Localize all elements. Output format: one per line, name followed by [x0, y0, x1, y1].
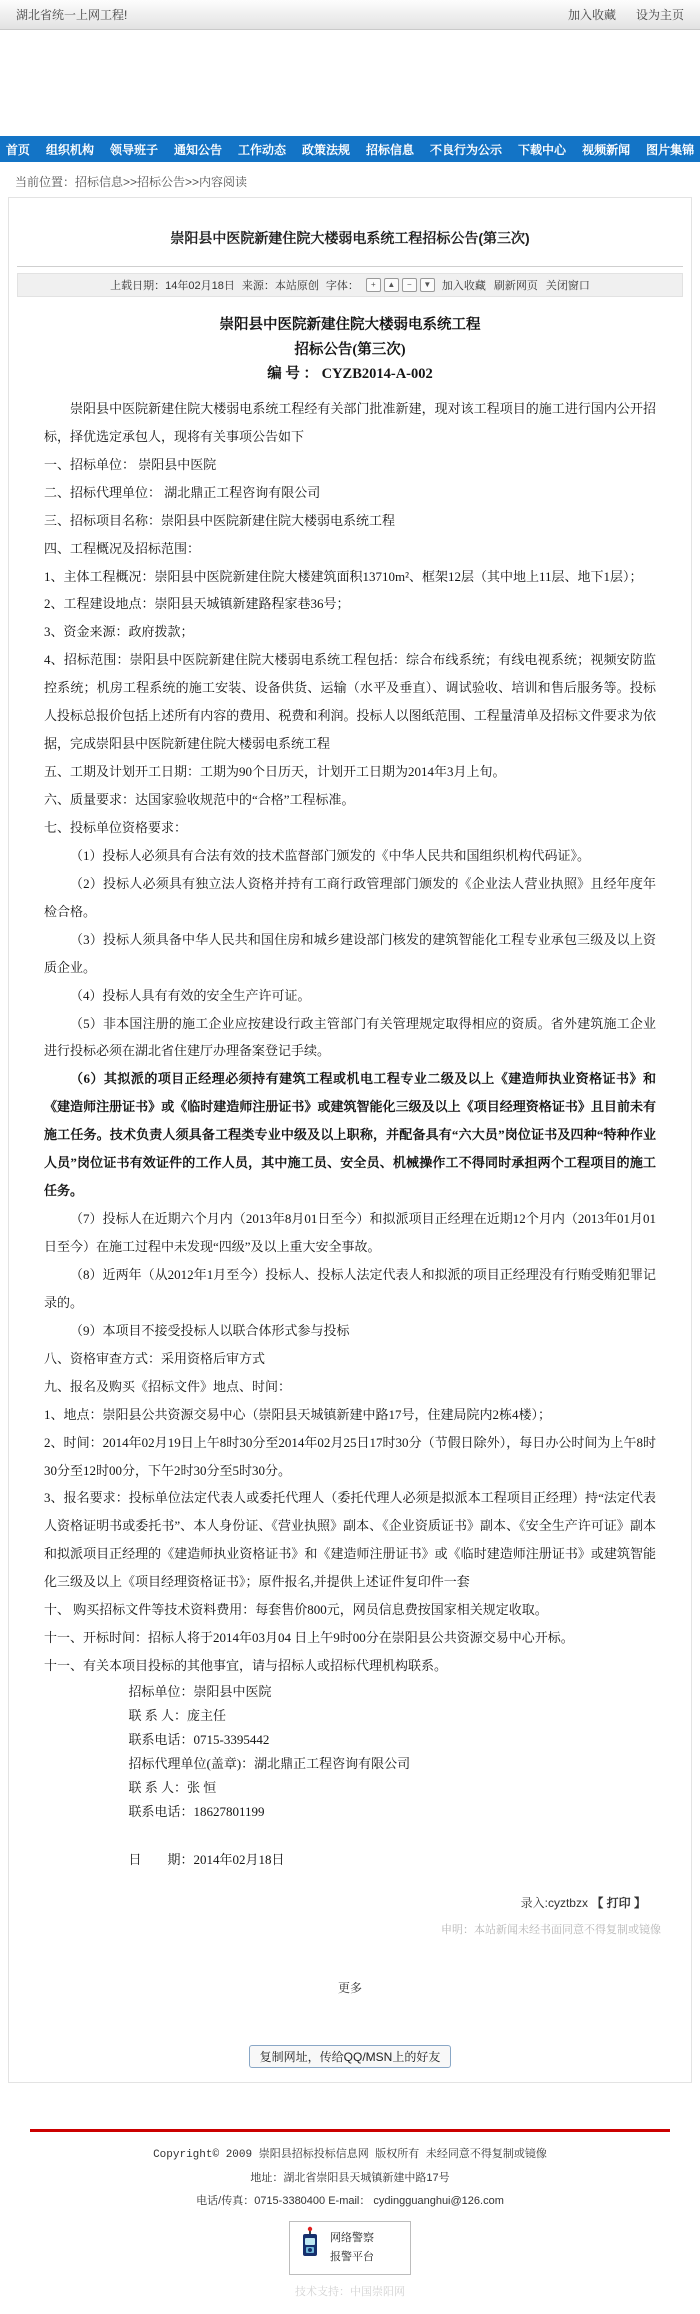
- footer-copyright: Copyright© 2009 崇阳县招标投标信息网 版权所有 未经同意不得复制或镜像: [153, 2148, 547, 2161]
- article-paragraph: 十、 购买招标文件等技术资料费用：每套售价800元，网员信息费按国家相关规定收取。: [44, 1602, 548, 1618]
- nav-item[interactable]: 领导班子: [109, 142, 158, 157]
- article-paragraph: 联系电话：0715-3395442: [128, 1732, 270, 1748]
- font-size-label: 字体：: [325, 280, 359, 292]
- article-paragraph: 三、招标项目名称：崇阳县中医院新建住院大楼弱电系统工程: [44, 512, 396, 528]
- article-paragraph: （5）非本国注册的施工企业应按建设行政主管部门有关管理规定取得相应的资质。省外建筑施工企业进行投标必须在湖北省住建厅办理备案登记手续。: [44, 1015, 656, 1059]
- copy-url-button[interactable]: 复制网址，传给QQ/MSN上的好友: [249, 2045, 452, 2068]
- top-utility-bar: [0, 0, 700, 30]
- copy-url-row: [9, 2045, 691, 2068]
- article-paragraph: （1）投标人必须具有合法有效的技术监督部门颁发的《中华人民共和国组织机构代码证》。: [70, 847, 591, 863]
- meta-action-link[interactable]: 刷新网页: [493, 280, 538, 292]
- article-paragraph: 3、资金来源：政府拨款；: [44, 624, 194, 640]
- title-divider: [17, 266, 683, 267]
- police-badge-line1: 网络警察: [330, 2232, 374, 2245]
- print-button[interactable]: 【 打印 】: [591, 1895, 646, 1910]
- article-paragraph: 崇阳县中医院新建住院大楼弱电系统工程经有关部门批准新建，现对该工程项目的施工进行国内公开招标，择优选定承包人，现将有关事项公告如下: [44, 400, 656, 444]
- article-paragraph: 十一、有关本项目投标的其他事宜，请与招标人或招标代理机构联系。: [44, 1658, 448, 1674]
- article-paragraph: （9）本项目不接受投标人以联合体形式参与投标: [70, 1322, 350, 1338]
- nav-item[interactable]: 组织机构: [45, 142, 94, 157]
- article-paragraph: 九、报名及购买《招标文件》地点、时间：: [44, 1378, 292, 1394]
- article-paragraph: 日 期：2014年02月18日: [128, 1851, 285, 1867]
- article-paragraph: 四、工程概况及招标范围：: [44, 540, 201, 556]
- more-row: [9, 1979, 691, 1997]
- main-nav: [0, 136, 700, 162]
- article-paragraph: （3）投标人须具备中华人民共和国住房和城乡建设部门核发的建筑智能化工程专业承包三级及以上资质企业。: [44, 931, 656, 975]
- article-paragraph: 十一、开标时间：招标人将于2014年03月04 日上午9时00分在崇阳县公共资源交易中心开标。: [44, 1630, 574, 1646]
- footer-support: 技术支持：中国崇阳网: [295, 2286, 405, 2299]
- nav-item[interactable]: 招标信息: [366, 142, 415, 157]
- font-resize-icon[interactable]: ▲: [384, 278, 399, 292]
- article-paragraph: 联 系 人：张 恒: [128, 1780, 217, 1796]
- article-paragraph: 2、时间：2014年02月19日上午8时30分至2014年02月25日17时30分（节假日除外），每日办公时间为上午8时30分至12时00分，下午2时30分至5时30分。: [44, 1434, 656, 1478]
- nav-item[interactable]: 首页: [5, 142, 30, 157]
- nav-item[interactable]: 政策法规: [302, 142, 351, 157]
- article-paragraph: 八、资格审查方式：采用资格后审方式: [44, 1350, 266, 1366]
- topbar-links: [568, 6, 684, 23]
- article-paragraph: 七、投标单位资格要求：: [44, 819, 188, 835]
- article-paragraph: 二、招标代理单位： 湖北鼎正工程咨询有限公司: [44, 484, 321, 500]
- page-title: 崇阳县中医院新建住院大楼弱电系统工程招标公告(第三次): [170, 230, 530, 246]
- article-paragraph: 联系电话：18627801199: [128, 1804, 265, 1820]
- nav-item[interactable]: 工作动态: [237, 142, 286, 157]
- article-paragraph: 1、地点：崇阳县公共资源交易中心（崇阳县天城镇新建中路17号，住建局院内2栋4楼）；: [44, 1406, 552, 1422]
- article-heading: [44, 313, 656, 395]
- article-number: 编 号 ： CYZB2014-A-002: [267, 366, 433, 383]
- copyright-statement: 申明：本站新闻未经书面同意不得复制或镜像: [441, 1923, 661, 1936]
- more-link[interactable]: 更多: [337, 1980, 362, 1995]
- article-paragraph: （4）投标人具有有效的安全生产许可证。: [70, 987, 311, 1003]
- site-banner-area: [0, 30, 700, 136]
- font-resize-icon[interactable]: ▼: [420, 278, 435, 292]
- article-heading-line2: 招标公告(第三次): [294, 341, 406, 358]
- article-paragraph: 六、质量要求：达国家验收规范中的“合格”工程标准。: [44, 792, 355, 808]
- article-paragraph: （6）其拟派的项目正经理必须持有建筑工程或机电工程专业二级及以上《建造师执业资格证书》和《建造师注册证书》或《临时建造师注册证书》或建筑智能化三级及以上《项目经理资格证书》且目前未有施工任务。技术负责人须具备工程类专业中级及以上职称，并配备具有“六大员”岗位证书及四种“特种作业人员”岗位证书有效证件的工作人员，其中施工员、安全员、机械操作工不得同时承担两个工程项目的施工任务。: [44, 1071, 656, 1199]
- footer: [0, 2132, 700, 2314]
- nav-item[interactable]: 不良行为公示: [430, 142, 503, 157]
- topbar-link[interactable]: 加入收藏: [567, 8, 616, 22]
- article-paragraph: 一、招标单位： 崇阳县中医院: [44, 456, 217, 472]
- breadcrumb: 当前位置：招标信息>>招标公告>>内容阅读: [15, 175, 248, 189]
- article-paragraph: 联 系 人：庞主任: [128, 1708, 227, 1724]
- site-slogan: 湖北省统一上网工程!: [16, 8, 128, 22]
- article-paragraph: 1、主体工程概况：崇阳县中医院新建住院大楼建筑面积13710m²、框架12层（其中地上11层、地下1层）；: [44, 568, 643, 584]
- font-resize-icon[interactable]: +: [366, 278, 381, 292]
- police-report-badge[interactable]: [289, 2221, 411, 2275]
- meta-action-link[interactable]: 加入收藏: [441, 280, 486, 292]
- article-paragraph: （2）投标人必须具有独立法人资格并持有工商行政管理部门颁发的《企业法人营业执照》且经年度年检合格。: [44, 875, 656, 919]
- footer-contact: 电话/传真：0715-3380400 E-mail： cydingguanghui@126.com: [196, 2194, 504, 2207]
- article-heading-line1: 崇阳县中医院新建住院大楼弱电系统工程: [219, 317, 481, 333]
- meta-actions: [442, 277, 590, 293]
- article-paragraph: 4、招标范围：崇阳县中医院新建住院大楼弱电系统工程包括：综合布线系统；有线电视系统；视频安防监控系统；机房工程系统的施工安装、设备供货、运输（水平及垂直）、调试验收、培训和售后服务等。投标人投标总报价包括上述所有内容的费用、税费和利润。投标人以图纸范围、工程量清单及招标文件要求为依据，完成崇阳县中医院新建住院大楼弱电系统工程: [44, 652, 656, 752]
- font-resize-icon[interactable]: −: [402, 278, 417, 292]
- entry-line: [9, 1894, 691, 1911]
- article-paragraph: 3、报名要求：投标单位法定代表人或委托代理人（委托代理人必须是拟派本工程项目正经理）持“法定代表人资格证明书或委托书”、本人身份证、《营业执照》副本、《企业资质证书》副本、《安全生产许可证》副本和拟派项目正经理的《建造师执业资格证书》和《建造师注册证书》或《临时建造师注册证书》或建筑智能化三级及以上《项目经理资格证书》；原件报名,并提供上述证件复印件一套: [44, 1490, 656, 1590]
- article-meta-bar: [17, 273, 683, 297]
- article-body: [44, 395, 656, 1872]
- article-paragraph: （8）近两年（从2012年1月至今）投标人、投标人法定代表人和拟派的项目正经理没有行贿受贿犯罪记录的。: [44, 1266, 656, 1310]
- article-paragraph: 招标代理单位(盖章)：湖北鼎正工程咨询有限公司: [128, 1756, 411, 1772]
- nav-item[interactable]: 视频新闻: [582, 142, 631, 157]
- article-paragraph: 招标单位：崇阳县中医院: [128, 1684, 272, 1700]
- article: [9, 297, 691, 1872]
- nav-item[interactable]: 图片集锦: [646, 142, 695, 157]
- article-paragraph: （7）投标人在近期六个月内（2013年8月01日至今）和拟派项目正经理在近期12个月内（2013年01月01日至今）在施工过程中未发现“四级”及以上重大安全事故。: [44, 1211, 656, 1255]
- content-box: [8, 197, 692, 2083]
- topbar-link[interactable]: 设为主页: [635, 8, 684, 22]
- police-badge-line2: 报警平台: [330, 2251, 374, 2264]
- police-badge-text: [330, 2229, 374, 2266]
- footer-address: 地址：湖北省崇阳县天城镇新建中路17号: [250, 2171, 450, 2184]
- nav-item[interactable]: 通知公告: [173, 142, 222, 157]
- font-size-icons: [366, 278, 435, 292]
- entry-by: 录入:cyztbzx: [520, 1895, 588, 1910]
- article-source: 来源：本站原创: [241, 280, 319, 292]
- upload-date: 上载日期：14年02月18日: [110, 280, 235, 292]
- police-icon: [297, 2226, 323, 2270]
- article-paragraph: 五、工期及计划开工日期：工期为90个日历天，计划开工日期为2014年3月上旬。: [44, 764, 506, 780]
- meta-action-link[interactable]: 关闭窗口: [545, 280, 590, 292]
- nav-item[interactable]: 下载中心: [518, 142, 567, 157]
- article-paragraph: 2、工程建设地点：崇阳县天城镇新建路程家巷36号；: [44, 596, 350, 612]
